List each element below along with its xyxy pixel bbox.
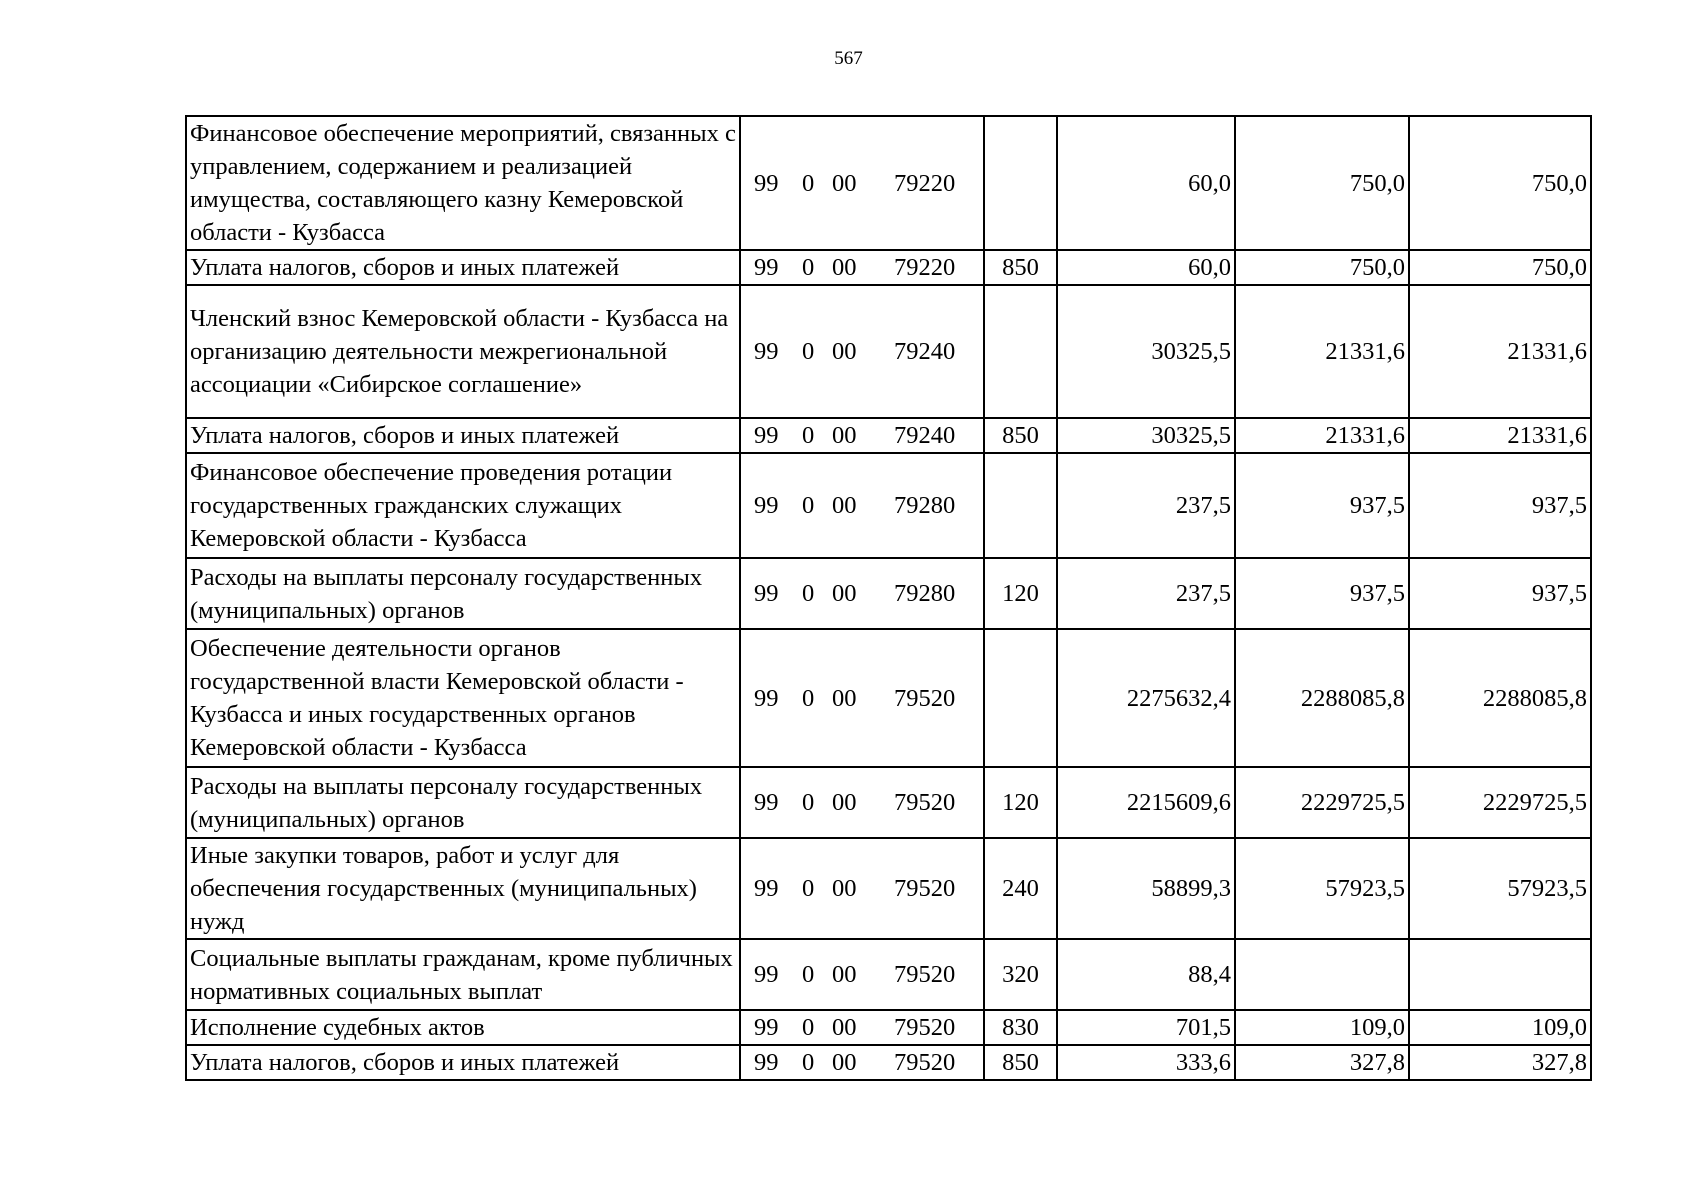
amount-cell-1: 30325,5: [1057, 418, 1235, 453]
direction-code: 79220: [894, 254, 956, 281]
expense-type-cell: 850: [984, 418, 1057, 453]
subprogram-code: 0: [802, 961, 815, 988]
program-code: 99: [754, 169, 779, 197]
table-row: [186, 1010, 1591, 1045]
amount-cell-2: 937,5: [1235, 453, 1409, 558]
amount-cell-1: 2215609,6: [1057, 767, 1235, 838]
expense-name-cell: Финансовое обеспечение мероприятий, связанных с управлением, содержанием и реализацией имущества, составляющего казну Кемеровской области - Кузбасса: [186, 116, 740, 250]
amount-cell-1: 88,4: [1057, 939, 1235, 1010]
table-row: [186, 558, 1591, 629]
expense-type-cell: 850: [984, 1045, 1057, 1080]
amount-cell-3: 327,8: [1409, 1045, 1591, 1080]
amount-cell-1: 701,5: [1057, 1010, 1235, 1045]
amount-cell-2: 327,8: [1235, 1045, 1409, 1080]
activity-code: 00: [832, 169, 857, 197]
subprogram-code: 0: [802, 338, 815, 365]
amount-cell-2: 2229725,5: [1235, 767, 1409, 838]
activity-code: 00: [832, 492, 857, 519]
program-code: 99: [754, 338, 779, 365]
amount-cell-3: 750,0: [1409, 116, 1591, 250]
table-row: [186, 629, 1591, 767]
page-number: 567: [834, 48, 863, 69]
expense-type-cell: 120: [984, 558, 1057, 629]
expense-name-cell: Членский взнос Кемеровской области - Кузбасса на организацию деятельности межрегиональной ассоциации «Сибирское соглашение»: [186, 285, 740, 418]
target-article-code-cell: [740, 116, 984, 250]
expense-name-cell: Исполнение судебных актов: [186, 1010, 740, 1045]
amount-cell-3: 937,5: [1409, 558, 1591, 629]
table-row: [186, 1045, 1591, 1080]
amount-cell-2: 21331,6: [1235, 418, 1409, 453]
program-code: 99: [754, 684, 779, 712]
table-row: [186, 285, 1591, 418]
subprogram-code: 0: [802, 422, 815, 449]
direction-code: 79240: [894, 338, 956, 365]
activity-code: 00: [832, 875, 857, 902]
expense-type-cell: 240: [984, 838, 1057, 939]
direction-code: 79280: [894, 580, 956, 607]
target-article-code-cell: [740, 838, 984, 939]
budget-table-body: [186, 116, 1591, 1080]
program-code: 99: [754, 580, 779, 607]
subprogram-code: 0: [802, 492, 815, 519]
activity-code: 00: [832, 338, 857, 365]
target-article-code-cell: [740, 250, 984, 285]
amount-cell-1: 60,0: [1057, 250, 1235, 285]
subprogram-code: 0: [802, 254, 815, 281]
program-code: 99: [754, 875, 779, 902]
amount-cell-2: 21331,6: [1235, 285, 1409, 418]
activity-code: 00: [832, 580, 857, 607]
amount-cell-3: [1409, 939, 1591, 1010]
expense-type-cell: 830: [984, 1010, 1057, 1045]
amount-cell-3: 750,0: [1409, 250, 1591, 285]
direction-code: 79520: [894, 961, 956, 988]
subprogram-code: 0: [802, 789, 815, 816]
expense-name-cell: Уплата налогов, сборов и иных платежей: [186, 250, 740, 285]
expense-type-cell: [984, 116, 1057, 250]
table-row: [186, 767, 1591, 838]
expense-name-cell: Социальные выплаты гражданам, кроме публичных нормативных социальных выплат: [186, 939, 740, 1010]
expense-name-cell: Иные закупки товаров, работ и услуг для обеспечения государственных (муниципальных) нужд: [186, 838, 740, 939]
table-row: [186, 418, 1591, 453]
program-code: 99: [754, 422, 779, 449]
direction-code: 79280: [894, 492, 956, 519]
direction-code: 79520: [894, 684, 956, 712]
direction-code: 79220: [894, 169, 956, 197]
amount-cell-1: 2275632,4: [1057, 629, 1235, 767]
expense-type-cell: [984, 629, 1057, 767]
program-code: 99: [754, 1014, 779, 1041]
amount-cell-3: 21331,6: [1409, 418, 1591, 453]
expense-name-cell: Расходы на выплаты персоналу государственных (муниципальных) органов: [186, 767, 740, 838]
target-article-code-cell: [740, 767, 984, 838]
amount-cell-2: 57923,5: [1235, 838, 1409, 939]
amount-cell-3: 21331,6: [1409, 285, 1591, 418]
table-row: [186, 116, 1591, 250]
program-code: 99: [754, 492, 779, 519]
activity-code: 00: [832, 961, 857, 988]
amount-cell-2: 750,0: [1235, 250, 1409, 285]
target-article-code-cell: [740, 1045, 984, 1080]
subprogram-code: 0: [802, 580, 815, 607]
target-article-code-cell: [740, 558, 984, 629]
target-article-code-cell: [740, 629, 984, 767]
amount-cell-3: 2288085,8: [1409, 629, 1591, 767]
amount-cell-2: 2288085,8: [1235, 629, 1409, 767]
expense-type-cell: [984, 285, 1057, 418]
amount-cell-1: 58899,3: [1057, 838, 1235, 939]
amount-cell-2: 109,0: [1235, 1010, 1409, 1045]
amount-cell-3: 109,0: [1409, 1010, 1591, 1045]
activity-code: 00: [832, 1049, 857, 1076]
expense-name-cell: Расходы на выплаты персоналу государственных (муниципальных) органов: [186, 558, 740, 629]
amount-cell-2: [1235, 939, 1409, 1010]
target-article-code-cell: [740, 453, 984, 558]
activity-code: 00: [832, 789, 857, 816]
subprogram-code: 0: [802, 1049, 815, 1076]
direction-code: 79520: [894, 789, 956, 816]
amount-cell-1: 333,6: [1057, 1045, 1235, 1080]
subprogram-code: 0: [802, 875, 815, 902]
amount-cell-1: 237,5: [1057, 558, 1235, 629]
program-code: 99: [754, 1049, 779, 1076]
amount-cell-3: 2229725,5: [1409, 767, 1591, 838]
amount-cell-1: 60,0: [1057, 116, 1235, 250]
activity-code: 00: [832, 684, 857, 712]
direction-code: 79520: [894, 1049, 956, 1076]
subprogram-code: 0: [802, 684, 815, 712]
activity-code: 00: [832, 422, 857, 449]
amount-cell-1: 30325,5: [1057, 285, 1235, 418]
program-code: 99: [754, 789, 779, 816]
table-row: [186, 250, 1591, 285]
budget-table: [185, 115, 1592, 1081]
expense-name-cell: Уплата налогов, сборов и иных платежей: [186, 418, 740, 453]
program-code: 99: [754, 961, 779, 988]
expense-name-cell: Уплата налогов, сборов и иных платежей: [186, 1045, 740, 1080]
expense-type-cell: 850: [984, 250, 1057, 285]
program-code: 99: [754, 254, 779, 281]
direction-code: 79520: [894, 1014, 956, 1041]
amount-cell-2: 750,0: [1235, 116, 1409, 250]
target-article-code-cell: [740, 939, 984, 1010]
activity-code: 00: [832, 254, 857, 281]
expense-name-cell: Обеспечение деятельности органов государственной власти Кемеровской области - Кузбасса и иных государственных органов Кемеровской области - Кузбасса: [186, 629, 740, 767]
table-row: [186, 453, 1591, 558]
table-row: [186, 939, 1591, 1010]
expense-type-cell: 120: [984, 767, 1057, 838]
expense-type-cell: 320: [984, 939, 1057, 1010]
expense-name-cell: Финансовое обеспечение проведения ротации государственных гражданских служащих Кемеровской области - Кузбасса: [186, 453, 740, 558]
target-article-code-cell: [740, 418, 984, 453]
subprogram-code: 0: [802, 169, 815, 197]
table-row: [186, 838, 1591, 939]
direction-code: 79240: [894, 422, 956, 449]
amount-cell-1: 237,5: [1057, 453, 1235, 558]
subprogram-code: 0: [802, 1014, 815, 1041]
target-article-code-cell: [740, 285, 984, 418]
activity-code: 00: [832, 1014, 857, 1041]
direction-code: 79520: [894, 875, 956, 902]
amount-cell-3: 57923,5: [1409, 838, 1591, 939]
expense-type-cell: [984, 453, 1057, 558]
amount-cell-3: 937,5: [1409, 453, 1591, 558]
amount-cell-2: 937,5: [1235, 558, 1409, 629]
target-article-code-cell: [740, 1010, 984, 1045]
